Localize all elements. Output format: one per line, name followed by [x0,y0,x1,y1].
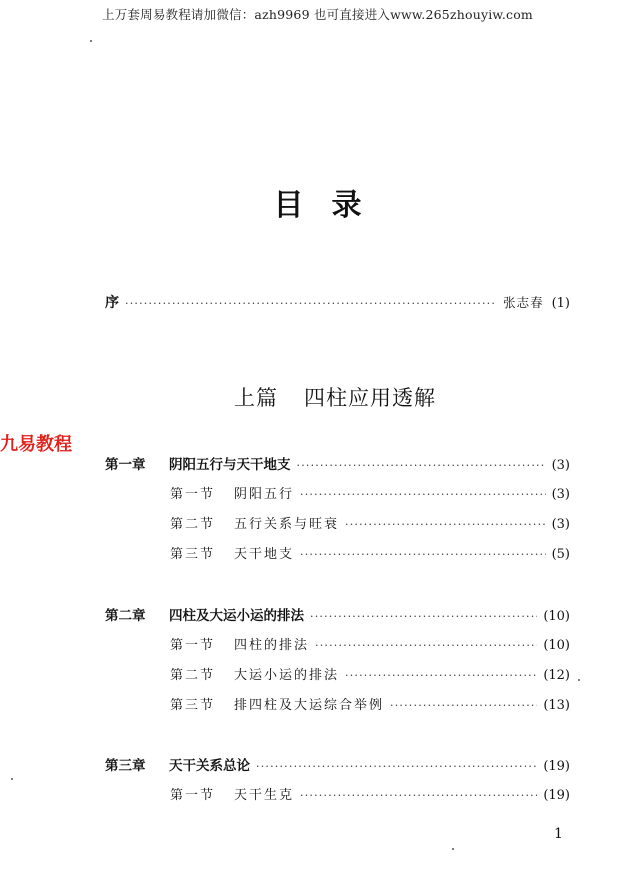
chapter-number: 第二章 [105,608,146,624]
section-title: 大运小运的排法 [234,668,340,683]
toc-section[interactable] [170,543,570,562]
section-page: (19) [543,788,570,803]
page-number: 1 [554,826,563,842]
leader-dots [125,297,497,310]
chapter-number: 第三章 [105,758,146,774]
section-page: (5) [551,547,570,562]
chapter-title: 阴阳五行与天干地支 [169,457,291,473]
toc-section[interactable] [170,664,570,683]
section-title: 四柱的排法 [234,638,310,653]
part-title [0,382,635,412]
leader-dots [256,760,537,773]
leader-dots [297,459,546,472]
chapter-page: (10) [543,609,570,624]
page-title: 目录 [273,188,390,223]
section-page: (3) [551,487,570,502]
leader-dots [300,488,546,501]
leader-dots [390,699,537,712]
toc-preface[interactable] [105,292,570,312]
preface-label: 序 [105,295,119,311]
toc-chapter[interactable] [105,604,570,624]
section-number: 第二节 [170,517,216,532]
chapter-page: (19) [543,759,570,774]
preface-page: (1) [551,296,570,311]
toc-section[interactable] [170,483,570,502]
toc-chapter[interactable] [105,754,570,774]
preface-author: 张志春 [503,295,544,310]
toc-chapter[interactable] [105,453,570,473]
section-number: 第三节 [170,698,216,713]
scan-speck [578,679,580,681]
leader-dots [345,669,537,682]
section-number: 第一节 [170,487,216,502]
section-number: 第三节 [170,547,216,562]
chapter-page: (3) [551,458,570,473]
leader-dots [310,610,537,623]
section-number: 第一节 [170,638,216,653]
section-title: 天干地支 [234,547,295,562]
toc-section[interactable] [170,784,570,803]
section-title: 排四柱及大运综合举例 [234,698,385,713]
section-title: 阴阳五行 [234,487,295,502]
section-title: 天干生克 [234,788,295,803]
section-number: 第二节 [170,668,216,683]
section-page: (10) [543,638,570,653]
header-notice: 上万套周易教程请加微信：azh9969 也可直接进入www.265zhouyiw.com [102,7,533,22]
leader-dots [345,518,546,531]
chapter-title: 天干关系总论 [169,758,250,774]
section-number: 第一节 [170,788,216,803]
toc-section[interactable] [170,694,570,713]
leader-dots [315,639,537,652]
scan-speck [90,40,92,42]
section-page: (3) [551,517,570,532]
section-title: 五行关系与旺衰 [234,517,340,532]
section-page: (12) [543,668,570,683]
scan-speck [11,778,13,780]
leader-dots [300,548,546,561]
section-page: (13) [543,698,570,713]
part-name: 四柱应用透解 [304,386,436,410]
scan-speck [452,848,454,850]
chapter-number: 第一章 [105,457,146,473]
toc-section[interactable] [170,634,570,653]
toc-section[interactable] [170,513,570,532]
chapter-title: 四柱及大运小运的排法 [169,608,304,624]
part-prefix: 上篇 [234,386,278,410]
leader-dots [300,789,537,802]
watermark-logo: 九易教程 [0,434,72,455]
